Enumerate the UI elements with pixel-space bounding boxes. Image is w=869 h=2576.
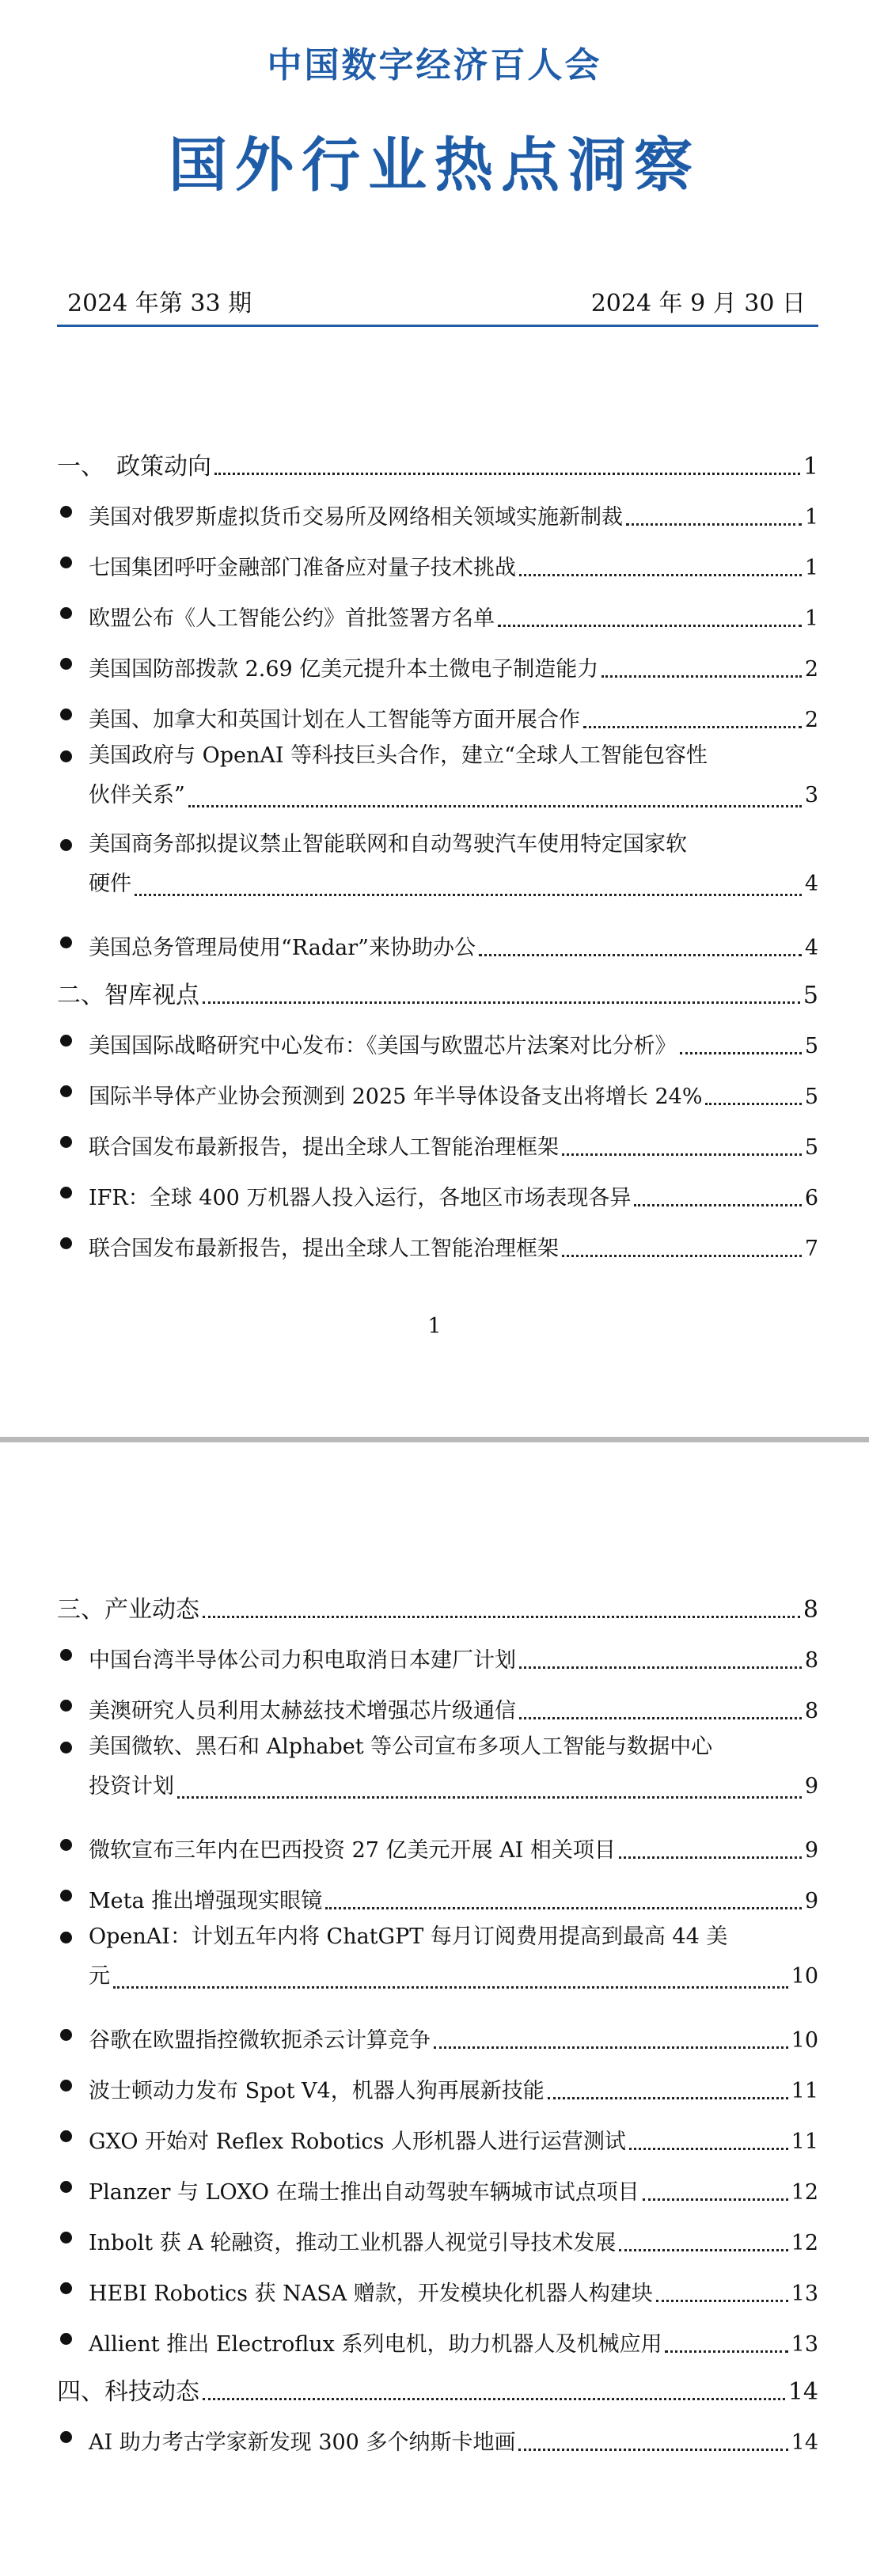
- toc-dot-leader: [113, 1986, 788, 1989]
- toc-entry-title: 国际半导体产业协会预测到 2025 年半导体设备支出将增长 24%: [89, 1085, 703, 1109]
- toc-page-number: 5: [804, 1034, 818, 1058]
- toc-entry[interactable]: [57, 1727, 818, 1816]
- toc-entry-title: Planzer 与 LOXO 在瑞士推出自动驾驶车辆城市试点项目: [89, 2180, 639, 2205]
- bullet-icon: [60, 658, 72, 670]
- toc-page-number: 11: [791, 2079, 818, 2103]
- toc-entry-title: 联合国发布最新报告，提出全球人工智能治理框架: [89, 1135, 559, 1160]
- page-number: 1: [427, 1314, 442, 1339]
- toc-dot-leader: [583, 726, 802, 728]
- toc-entry-title: HEBI Robotics 获 NASA 赠款，开发模块化机器人构建块: [89, 2282, 653, 2306]
- toc-entry-title: Allient 推出 Electroflux 系列电机，助力机器人及机械应用: [89, 2332, 662, 2357]
- toc-section-heading[interactable]: [57, 2361, 818, 2408]
- toc-dot-leader: [188, 805, 802, 807]
- toc-dot-leader: [665, 2350, 787, 2353]
- toc-entry[interactable]: [57, 686, 818, 736]
- bullet-icon: [60, 709, 72, 720]
- toc-entry-title: AI 助力考古学家新发现 300 多个纳斯卡地画: [89, 2430, 516, 2455]
- toc-entry-title: 欧盟公布《人工智能公约》首批签署方名单: [89, 606, 495, 631]
- toc-dot-leader: [601, 675, 802, 678]
- toc-entry-title: 美国、加拿大和英国计划在人工智能等方面开展合作: [89, 708, 580, 732]
- toc-entry[interactable]: [57, 1867, 818, 1917]
- toc-entry-title: IFR：全球 400 万机器人投入运行，各地区市场表现各异: [89, 1186, 632, 1210]
- toc-entry-title: 七国集团呼吁金融部门准备应对量子技术挑战: [89, 556, 516, 580]
- toc-entry-continuation: [89, 1957, 818, 1997]
- organization-title: 中国数字经济百人会: [267, 45, 602, 85]
- toc-entry-title: GXO 开始对 Reflex Robotics 人形机器人进行运营测试: [89, 2130, 626, 2154]
- toc-entry-title: 美国政府与 OpenAI 等科技巨头合作，建立“全球人工智能包容性: [89, 743, 708, 768]
- toc-page-number: 10: [791, 1964, 818, 1989]
- bullet-icon: [60, 1085, 72, 1097]
- toc-entry-title: Inbolt 获 A 轮融资，推动工业机器人视觉引导技术发展: [89, 2231, 617, 2255]
- toc-dot-leader: [434, 2046, 788, 2049]
- toc-entry[interactable]: [57, 2158, 818, 2209]
- toc-dot-leader: [629, 2148, 788, 2150]
- toc-entry-title: 谷歌在欧盟指控微软扼杀云计算竞争: [89, 2028, 431, 2053]
- toc-dot-leader: [203, 1616, 800, 1618]
- toc-section-heading[interactable]: [57, 435, 818, 483]
- bullet-icon: [60, 607, 72, 619]
- bullet-icon: [60, 1136, 72, 1148]
- toc-entry-title: 波士顿动力发布 Spot V4，机器人狗再展新技能: [89, 2079, 545, 2103]
- toc-entry-title: 美国国防部拨款 2.69 亿美元提升本土微电子制造能力: [89, 657, 599, 682]
- toc-entry[interactable]: [57, 2408, 818, 2459]
- toc-page-number: 14: [791, 2430, 818, 2455]
- toc-dot-leader: [135, 894, 802, 896]
- toc-dot-leader: [680, 1052, 802, 1054]
- toc-entry[interactable]: [57, 534, 818, 584]
- toc-page-number: 14: [787, 2378, 818, 2406]
- bullet-icon: [60, 2130, 72, 2142]
- toc-dot-leader: [619, 2249, 787, 2251]
- toc-page-number: 9: [804, 1889, 818, 1913]
- toc-page-number: 2: [804, 708, 818, 732]
- toc-page-number: 7: [804, 1237, 818, 1261]
- bullet-icon: [60, 1890, 72, 1902]
- toc-page-number: 4: [804, 872, 818, 896]
- toc-page-number: 9: [804, 1774, 818, 1799]
- toc-entry[interactable]: [57, 1677, 818, 1727]
- toc-dot-leader: [214, 473, 800, 475]
- toc-entry-continuation: [89, 1767, 818, 1807]
- bullet-icon: [60, 2080, 72, 2092]
- toc-entry[interactable]: [57, 1012, 818, 1062]
- toc-entry-title: 美国商务部拟提议禁止智能联网和自动驾驶汽车使用特定国家软: [89, 832, 687, 857]
- bullet-icon: [60, 1649, 72, 1661]
- toc-dot-leader: [498, 625, 802, 627]
- toc-section-heading[interactable]: [57, 1579, 818, 1626]
- toc-entry[interactable]: [57, 2209, 818, 2259]
- bullet-icon: [60, 2181, 72, 2193]
- toc-entry[interactable]: [57, 2310, 818, 2361]
- bullet-icon: [60, 2431, 72, 2443]
- bullet-icon: [60, 1187, 72, 1199]
- toc-entry[interactable]: [57, 2006, 818, 2057]
- bullet-icon: [60, 506, 72, 518]
- bullet-icon: [60, 557, 72, 568]
- toc-section-title: 一、 政策动向: [57, 453, 211, 481]
- toc-entry-title-cont: 投资计划: [89, 1774, 174, 1799]
- toc-entry-title: 联合国发布最新报告，提出全球人工智能治理框架: [89, 1237, 559, 1261]
- toc-page-number: 8: [804, 1648, 818, 1673]
- toc-entry-title: Meta 推出增强现实眼镜: [89, 1889, 323, 1913]
- toc-dot-leader: [203, 2398, 785, 2400]
- toc-entry[interactable]: [57, 635, 818, 686]
- toc-page-number: 8: [804, 1699, 818, 1723]
- toc-dot-leader: [562, 1153, 802, 1156]
- toc-dot-leader: [634, 1204, 801, 1206]
- toc-page-number: 5: [803, 982, 818, 1009]
- toc-page-number: 13: [791, 2332, 818, 2357]
- toc-dot-leader: [519, 1666, 802, 1669]
- title-divider: [57, 325, 818, 327]
- toc-page-number: 13: [791, 2282, 818, 2306]
- toc-entry-title-cont: 硬件: [89, 872, 131, 896]
- toc-page-number: 1: [804, 556, 818, 580]
- toc-entry[interactable]: [57, 2057, 818, 2107]
- toc-entry-continuation: [89, 864, 818, 904]
- toc-page-number: 6: [804, 1186, 818, 1210]
- toc-entry-title: 中国台湾半导体公司力积电取消日本建厂计划: [89, 1648, 516, 1673]
- toc-entry[interactable]: [57, 1816, 818, 1867]
- toc-entry[interactable]: [57, 1214, 818, 1265]
- toc-entry[interactable]: [57, 2259, 818, 2310]
- toc-page-number: 2: [804, 657, 818, 682]
- toc-entry[interactable]: [57, 483, 818, 534]
- page-two: [0, 1442, 869, 2576]
- toc-entry[interactable]: [57, 825, 818, 914]
- toc-section-title: 二、智库视点: [57, 982, 199, 1009]
- toc-dot-leader: [626, 523, 802, 526]
- toc-entry-title: 美国总务管理局使用“Radar”来协助办公: [89, 936, 476, 960]
- toc-entry-continuation: [89, 776, 818, 815]
- bullet-icon: [60, 2333, 72, 2345]
- bullet-icon: [60, 1932, 72, 1943]
- toc-dot-leader: [177, 1796, 802, 1799]
- toc-entry[interactable]: [57, 1917, 818, 2006]
- toc-section-title: 三、产业动态: [57, 1596, 199, 1624]
- toc-dot-leader: [203, 1001, 800, 1004]
- toc-dot-leader: [643, 2198, 788, 2201]
- toc-entry[interactable]: [57, 1113, 818, 1164]
- toc-dot-leader: [325, 1907, 802, 1909]
- toc-page-number: 4: [804, 936, 818, 960]
- toc-page-number: 1: [803, 453, 818, 481]
- toc-entry-title: 微软宣布三年内在巴西投资 27 亿美元开展 AI 相关项目: [89, 1838, 616, 1863]
- toc-page-number: 1: [804, 606, 818, 631]
- toc-entry[interactable]: [57, 1626, 818, 1677]
- toc-entry-title: 美国对俄罗斯虚拟货币交易所及网络相关领域实施新制裁: [89, 505, 623, 530]
- table-of-contents-page-two: [57, 1579, 818, 2459]
- toc-page-number: 11: [791, 2130, 818, 2154]
- toc-page-number: 8: [803, 1596, 818, 1624]
- bullet-icon: [60, 750, 72, 762]
- toc-section-title: 四、科技动态: [57, 2378, 199, 2406]
- toc-dot-leader: [562, 1255, 802, 1257]
- toc-entry[interactable]: [57, 914, 818, 964]
- newsletter-title: 国外行业热点洞察: [169, 131, 700, 199]
- toc-entry[interactable]: [57, 1164, 818, 1214]
- bullet-icon: [60, 937, 72, 948]
- toc-entry-title: OpenAI：计划五年内将 ChatGPT 每月订阅费用提高到最高 44 美: [89, 1924, 728, 1949]
- toc-page-number: 12: [791, 2180, 818, 2205]
- bullet-icon: [60, 2282, 72, 2294]
- toc-entry-title: 美澳研究人员利用太赫兹技术增强芯片级通信: [89, 1699, 516, 1723]
- toc-entry[interactable]: [57, 2107, 818, 2158]
- issue-number: 2024 年第 33 期: [67, 290, 252, 317]
- page-separator: [0, 1437, 869, 1442]
- toc-entry[interactable]: [57, 584, 818, 635]
- toc-entry[interactable]: [57, 736, 818, 825]
- toc-dot-leader: [518, 2449, 787, 2451]
- bullet-icon: [60, 1742, 72, 1753]
- toc-dot-leader: [519, 1717, 802, 1719]
- toc-dot-leader: [619, 1856, 802, 1859]
- bullet-icon: [60, 1839, 72, 1851]
- toc-page-number: 1: [804, 505, 818, 530]
- toc-dot-leader: [548, 2097, 788, 2099]
- toc-dot-leader: [656, 2300, 788, 2302]
- toc-section-heading[interactable]: [57, 964, 818, 1012]
- bullet-icon: [60, 1700, 72, 1712]
- toc-entry[interactable]: [57, 1062, 818, 1113]
- bullet-icon: [60, 1035, 72, 1047]
- issue-date: 2024 年 9 月 30 日: [590, 290, 806, 317]
- toc-entry-title-cont: 伙伴关系”: [89, 783, 185, 807]
- toc-page-number: 5: [804, 1135, 818, 1160]
- toc-dot-leader: [519, 574, 802, 576]
- bullet-icon: [60, 2029, 72, 2041]
- toc-dot-leader: [479, 954, 802, 956]
- toc-page-number: 12: [791, 2231, 818, 2255]
- bullet-icon: [60, 2232, 72, 2244]
- toc-page-number: 5: [804, 1085, 818, 1109]
- toc-dot-leader: [705, 1103, 801, 1105]
- table-of-contents-page-one: [57, 435, 818, 1265]
- bullet-icon: [60, 839, 72, 851]
- bullet-icon: [60, 1237, 72, 1249]
- toc-page-number: 10: [791, 2028, 818, 2053]
- toc-page-number: 3: [804, 783, 818, 807]
- toc-entry-title-cont: 元: [89, 1964, 110, 1989]
- toc-entry-title: 美国国际战略研究中心发布：《美国与欧盟芯片法案对比分析》: [89, 1034, 677, 1058]
- toc-entry-title: 美国微软、黑石和 Alphabet 等公司宣布多项人工智能与数据中心: [89, 1734, 713, 1759]
- toc-page-number: 9: [804, 1838, 818, 1863]
